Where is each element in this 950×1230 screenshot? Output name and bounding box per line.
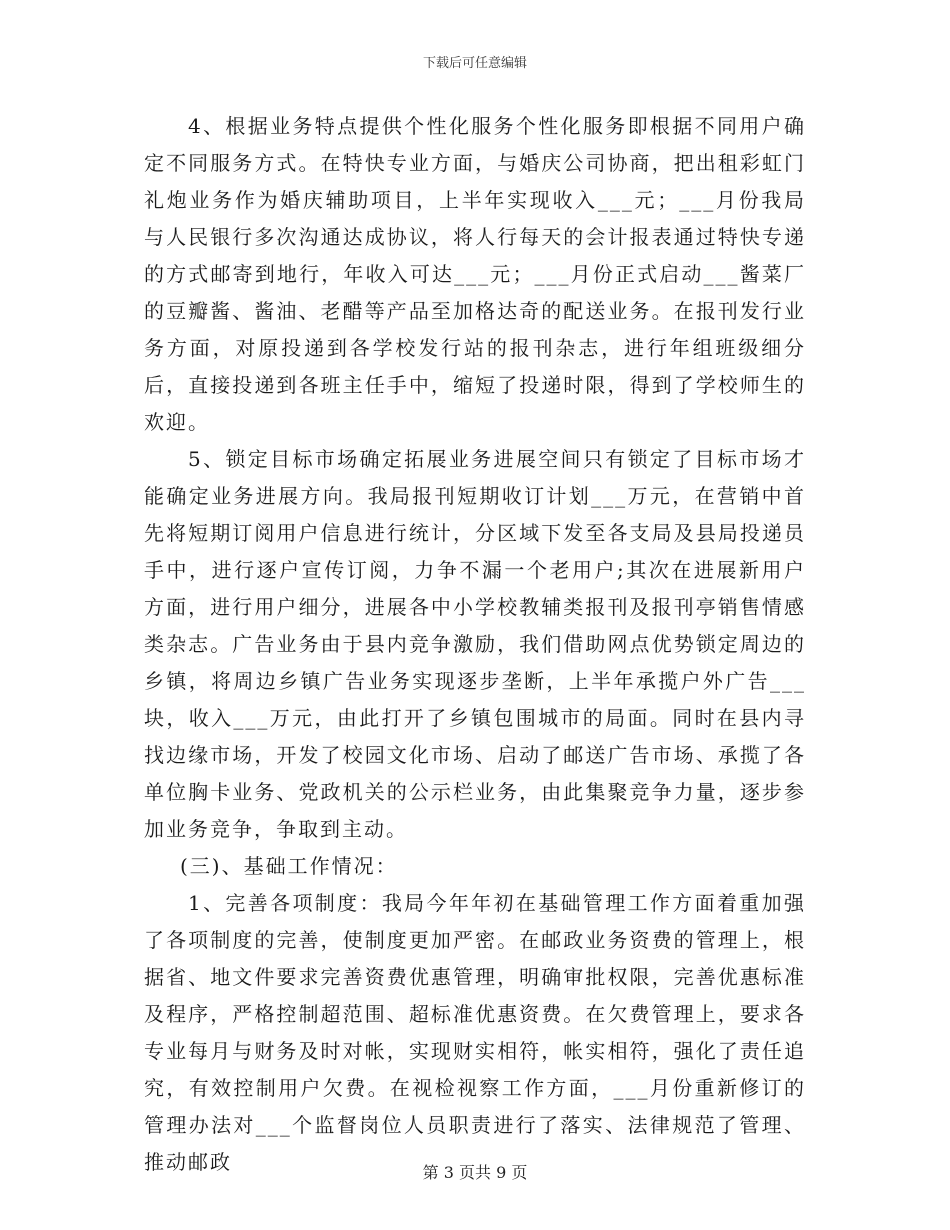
paragraph-1-improve-systems: 1、完善各项制度：我局今年年初在基础管理工作方面着重加强了各项制度的完善，使制度更加严密。在邮政业务资费的管理上，根据省、地文件要求完善资费优惠管理，明确审批权限，完善优惠标准及程序，严格控制超范围、超标准优惠资费。在欠费管理上，要求各专业每月与财务及时对帐，实现财实相符，帐实相符，强化了责任追究，有效控制用户欠费。在视检视察工作方面，___月份重新修订的管理办法对___个监督岗位人员职责进行了落实、法律规范了管理、推动邮政 xyxy=(144,891,806,1174)
document-body xyxy=(144,108,806,1181)
paragraph-4-personalized-service: 4、根据业务特点提供个性化服务个性化服务即根据不同用户确定不同服务方式。在特快专业方面，与婚庆公司协商，把出租彩虹门礼炮业务作为婚庆辅助项目，上半年实现收入___元；___月份我局与人民银行多次沟通达成协议，将人行每天的会计报表通过特快专递的方式邮寄到地行，年收入可达___元；___月份正式启动___酱菜厂的豆瓣酱、酱油、老醋等产品至加格达奇的配送业务。在报刊发行业务方面，对原投递到各学校发行站的报刊杂志，进行年组班级细分后，直接投递到各班主任手中，缩短了投递时限，得到了学校师生的欢迎。 xyxy=(144,114,806,434)
paragraph-5-target-market: 5、锁定目标市场确定拓展业务进展空间只有锁定了目标市场才能确定业务进展方向。我局报刊短期收订计划___万元，在营销中首先将短期订阅用户信息进行统计，分区域下发至各支局及县局投递员手中，进行逐户宣传订阅，力争不漏一个老用户;其次在进展新用户方面，进行用户细分，进展各中小学校教辅类报刊及报刊亭销售情感类杂志。广告业务由于县内竞争激励，我们借助网点优势锁定周边的乡镇，将周边乡镇广告业务实现逐步垄断，上半年承揽户外广告___块，收入___万元，由此打开了乡镇包围城市的局面。同时在县内寻找边缘市场，开发了校园文化市场、启动了邮送广告市场、承揽了各单位胸卡业务、党政机关的公示栏业务，由此集聚竞争力量，逐步参加业务竞争，争取到主动。 xyxy=(144,447,806,841)
page-header: 下载后可任意编辑 xyxy=(422,56,527,71)
page-footer: 第 3 页共 9 页 xyxy=(422,1163,528,1182)
section-heading-basic-work: (三)、基础工作情况： xyxy=(180,854,398,878)
